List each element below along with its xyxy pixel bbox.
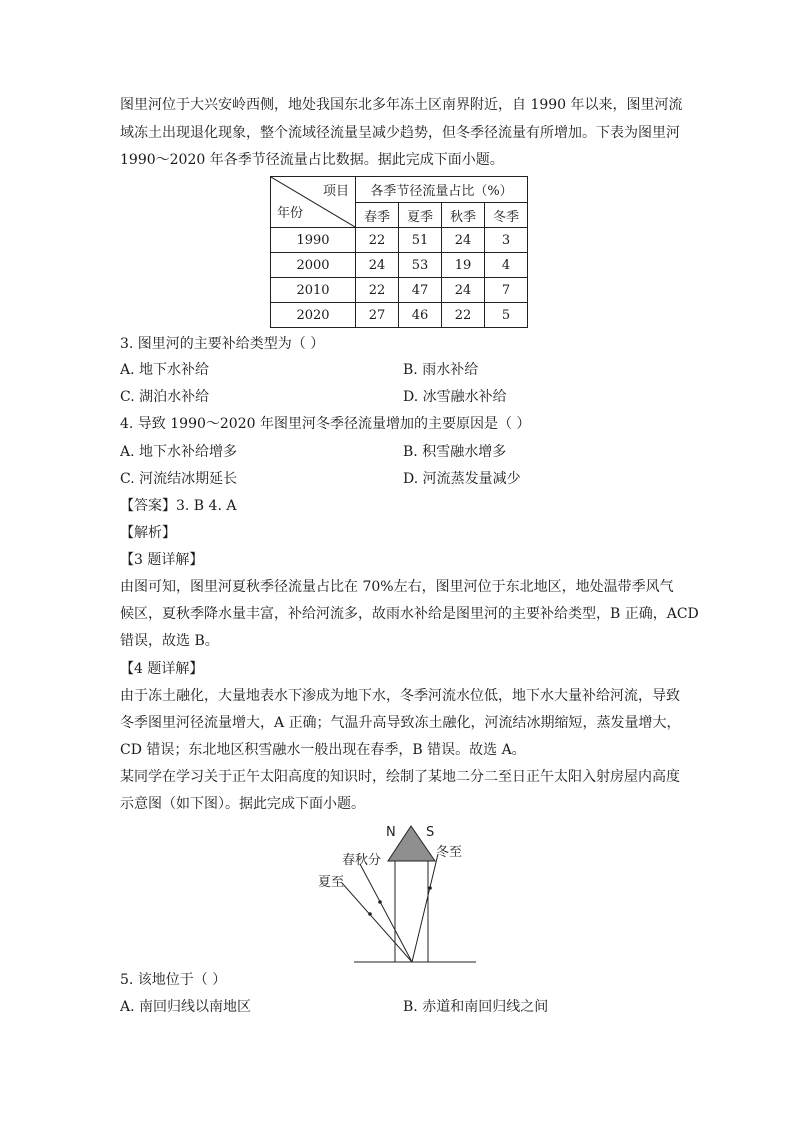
value-cell: 22 [442, 303, 485, 328]
value-cell: 7 [485, 278, 528, 303]
ray-marker [368, 912, 372, 916]
summer-solstice-ray [342, 883, 412, 962]
q4-detail-title: 【4 题详解】 [120, 661, 204, 677]
intro2-line-2: 示意图（如下图）。据此完成下面小题。 [120, 796, 365, 812]
north-label: N [386, 825, 396, 840]
year-cell: 2020 [271, 303, 356, 328]
value-cell: 46 [399, 303, 442, 328]
year-cell: 1990 [271, 228, 356, 253]
ray-marker [428, 886, 432, 890]
year-cell: 2000 [271, 253, 356, 278]
q5-stem: 5. 该地位于（ ） [120, 972, 227, 988]
season-header: 冬季 [485, 203, 528, 228]
value-cell: 24 [442, 278, 485, 303]
intro-line-3: 1990～2020 年各季节径流量占比数据。据此完成下面小题。 [120, 152, 504, 168]
group-header: 各季节径流量占比（%） [356, 177, 528, 203]
equinox-ray [360, 864, 412, 962]
intro-line-1: 图里河位于大兴安岭西侧，地处我国东北多年冻土区南界附近，自 1990 年以来，图里河流 [120, 97, 683, 113]
season-header: 秋季 [442, 203, 485, 228]
q3-stem: 3. 图里河的主要补给类型为（ ） [120, 336, 325, 352]
q4-detail-line-2: 冬季图里河径流量增大，A 正确；气温升高导致冻土融化，河流结冰期缩短，蒸发量增大， [120, 715, 681, 731]
summer-label: 夏至 [318, 875, 345, 890]
ray-marker [378, 900, 382, 904]
q3-option-c: C. 湖泊水补给 [120, 389, 210, 405]
corner-top-label: 项目 [322, 184, 349, 199]
table-row [271, 303, 528, 328]
year-cell: 2010 [271, 278, 356, 303]
q3-option-d: D. 冰雪融水补给 [403, 389, 507, 405]
winter-solstice-ray [412, 854, 438, 962]
season-header: 春季 [356, 203, 399, 228]
table-corner-cell [271, 177, 356, 228]
intro2-line-1: 某同学在学习关于正午太阳高度的知识时，绘制了某地二分二至日正午太阳入射房屋内高度 [120, 769, 680, 785]
corner-bottom-label: 年份 [277, 206, 304, 221]
value-cell: 24 [356, 253, 399, 278]
value-cell: 3 [485, 228, 528, 253]
analysis-title: 【解析】 [120, 525, 176, 541]
q4-detail-line-3: CD 错误；东北地区积雪融水一般出现在春季，B 错误。故选 A。 [120, 742, 526, 758]
value-cell: 5 [485, 303, 528, 328]
value-cell: 51 [399, 228, 442, 253]
q5-option-b: B. 赤道和南回归线之间 [403, 999, 549, 1015]
value-cell: 24 [442, 228, 485, 253]
table-row [271, 253, 528, 278]
q3-detail-title: 【3 题详解】 [120, 552, 204, 568]
q3-detail-line-3: 错误，故选 B。 [120, 633, 219, 649]
value-cell: 47 [399, 278, 442, 303]
q4-stem: 4. 导致 1990～2020 年图里河冬季径流量增加的主要原因是（ ） [120, 416, 531, 432]
equinox-label: 春秋分 [342, 853, 382, 868]
value-cell: 22 [356, 228, 399, 253]
intro-line-2: 域冻土出现退化现象，整个流域径流量呈减少趋势，但冬季径流量有所增加。下表为图里河 [120, 125, 680, 141]
sun-angle-figure [300, 818, 490, 968]
q4-option-c: C. 河流结冰期延长 [120, 471, 238, 487]
q4-detail-line-1: 由于冻土融化，大量地表水下渗成为地下水，冬季河流水位低，地下水大量补给河流，导致 [120, 688, 680, 704]
value-cell: 22 [356, 278, 399, 303]
q4-option-a: A. 地下水补给增多 [120, 444, 238, 460]
q3-detail-line-2: 候区，夏秋季降水量丰富，补给河流多，故雨水补给是图里河的主要补给类型，B 正确，ACD [120, 606, 699, 622]
winter-label: 冬至 [436, 845, 463, 860]
value-cell: 53 [399, 253, 442, 278]
q4-option-d: D. 河流蒸发量减少 [403, 471, 521, 487]
table-row [271, 228, 528, 253]
q3-option-a: A. 地下水补给 [120, 362, 210, 378]
runoff-table [270, 176, 528, 328]
answer-line: 【答案】3. B 4. A [120, 498, 237, 514]
table-row [271, 278, 528, 303]
q5-option-a: A. 南回归线以南地区 [120, 999, 252, 1015]
q3-option-b: B. 雨水补给 [403, 362, 479, 378]
value-cell: 27 [356, 303, 399, 328]
season-header: 夏季 [399, 203, 442, 228]
value-cell: 19 [442, 253, 485, 278]
value-cell: 4 [485, 253, 528, 278]
q4-option-b: B. 积雪融水增多 [403, 444, 507, 460]
south-label: S [426, 825, 435, 840]
q3-detail-line-1: 由图可知，图里河夏秋季径流量占比在 70%左右，图里河位于东北地区，地处温带季风气 [120, 579, 674, 595]
